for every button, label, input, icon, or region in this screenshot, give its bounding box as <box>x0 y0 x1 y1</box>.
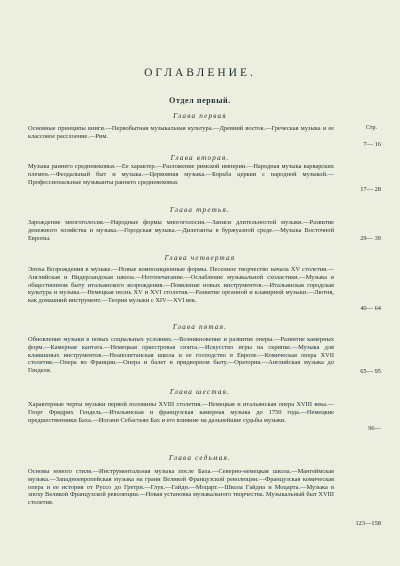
chapter-2-pages: 17— 28 <box>360 186 381 193</box>
chapter-1-pages: 7— 16 <box>363 141 381 148</box>
chapter-4-pages: 40— 64 <box>360 305 381 312</box>
page-column-label: Стр. <box>365 125 377 131</box>
chapter-6-heading: Глава шестая. <box>169 388 231 396</box>
chapter-1-heading: Глава первая <box>173 112 227 120</box>
chapter-7-contents: Основы нового стиля.—Инструментальная музыка после Баха.—Северно-немецкая школа.—Мангеймская музыка.—Западноевропейская музыка на грани Великой Французской революции.—Французская комическая опера и ее история от Руссо до Гретри.—Глук.—Гайдн.—Моцарт.—Школа Гайдна и Моцарта.—Музыка в эпоху Великой Французской революции.—Новая установка музыкального творчества. Музыкальный быт XVIII столетия. <box>28 468 334 507</box>
chapter-3-contents: Зарождение многоголосия.—Народные формы многоголосия.—Записи длительностей музыки.—Развитие денежного хозяйства и музыка.—Городская музыка.—Дилетанты в буржуазной среде.—Музыка Восточной Европы. <box>28 219 334 242</box>
chapter-1-contents: Основные принципы книги.—Первобытная музыкальная культура.—Древний восток.—Греческая музыка и ее классовое расслоение.—Рим. <box>28 125 334 140</box>
chapter-5-contents: Обновление музыки в новых социальных условиях.—Возникновение и развитие оперы.—Развитие камерных форм.—Камерная кантата.—Немецкая оркестровая сюита.—Искусство игры на скрипке.—Музыка для клавишных инструментов.—Неаполитанская школа и ее господство в Европе.—Комическая опера XVII столетия.—Опера во Франции.—Опера и балет в придворном быту.—Оратория.—Английская музыка до Генделя. <box>28 336 334 375</box>
chapter-4-contents: Эпоха Возрождения в музыке.—Новые композиционные формы. Песенное творчество начала XV столетия.—Английская и Нидерландская школа.—Нотопечатание.—Ослабление музыкальной схоластики.—Музыка в общественном быту итальянского возрождения.—Появление новых инструментов.—Итальянская городская культура и музыка.—Немецкая песнь XV и XVI столетия.—Развитие органной и клавирной музыки.—Лютня, как домашний инструмент.—Теория музыки с XIV—XVI век. <box>28 266 334 305</box>
chapter-6-pages: 96— <box>368 425 381 432</box>
chapter-5-heading: Глава пятая. <box>172 323 228 331</box>
chapter-7-pages: 123—158 <box>355 520 381 527</box>
part-title: Отдел первый. <box>169 96 231 105</box>
chapter-2-heading: Глава вторая. <box>170 154 230 162</box>
chapter-3-heading: Глава третья. <box>169 206 231 214</box>
chapter-3-pages: 29— 39 <box>360 235 381 242</box>
chapter-4-heading: Глава четвертая <box>164 254 236 262</box>
toc-title: ОГЛАВЛЕНИЕ. <box>144 67 256 79</box>
chapter-6-contents: Характерные черты музыки первой половины XVIII столетия.—Немецкая и итальянская опера XVIII века.—Георг Фридрих Гендель.—Итальянская и французская камерная музыка до 1750 года.—Немецкие предшественники Баха.—Иоганн Себастьян Бах и его влияние на дальнейшие судьбы музыки. <box>28 401 334 424</box>
chapter-5-pages: 65— 95 <box>360 368 381 375</box>
chapter-7-heading: Глава седьмая. <box>168 454 232 462</box>
chapter-2-contents: Музыка раннего средневековья.—Ее характер.—Разложение римской империи.—Народная музыка варварских племен.—Феодальный быт и музыка.—Церковная музыка.—Борьба церкви с народной музыкой.—Профессиональные музыканты раннего средневековья. <box>28 163 334 186</box>
